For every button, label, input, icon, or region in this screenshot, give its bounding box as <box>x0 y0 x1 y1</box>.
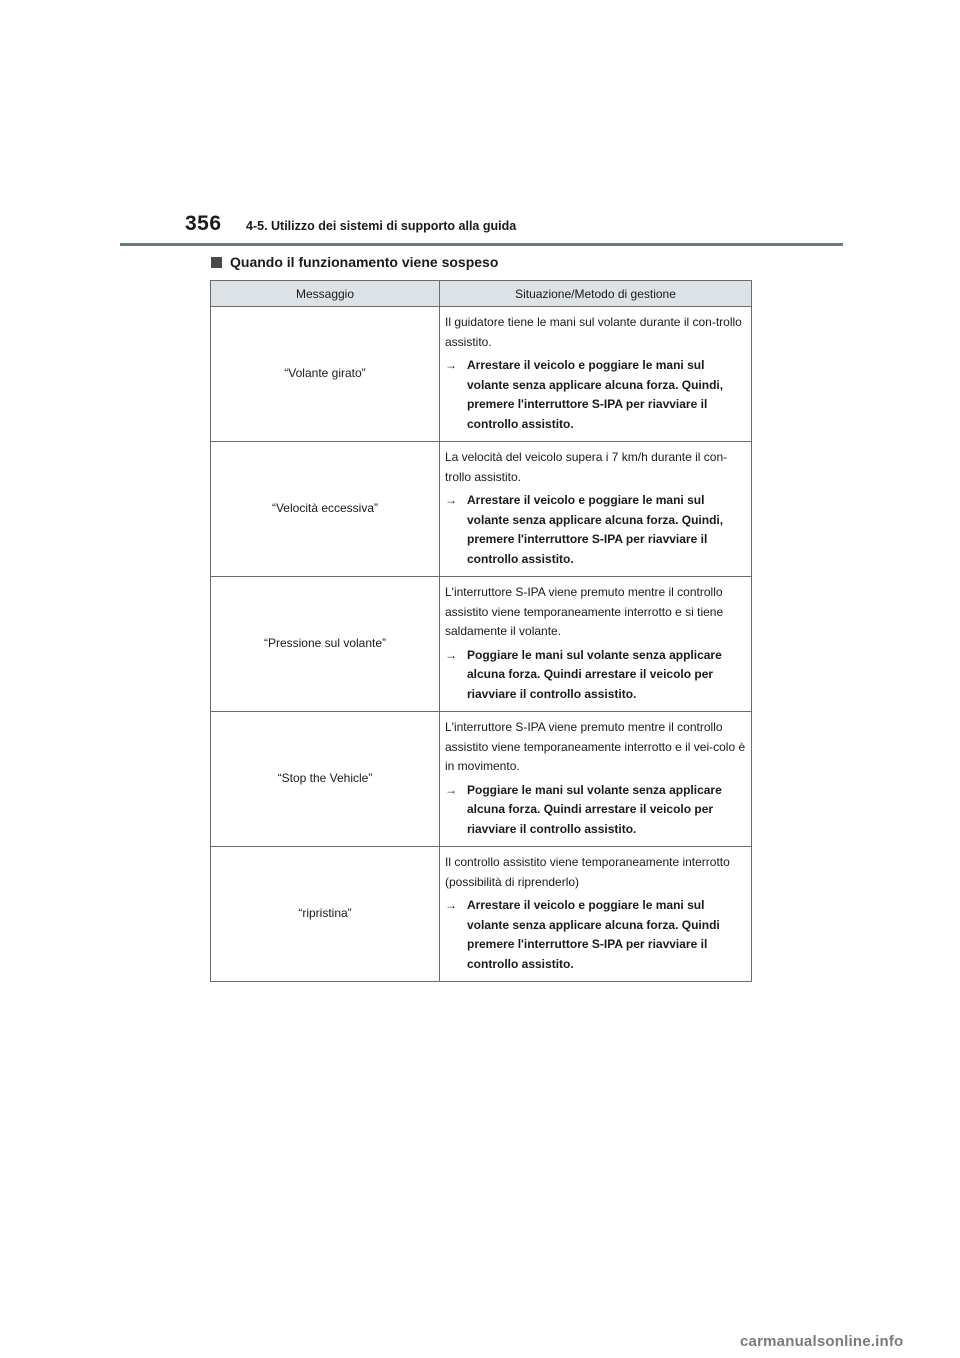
situation-cell <box>440 847 752 982</box>
action-text: Arrestare il veicolo e poggiare le mani sul volante senza applicare alcuna forza. Quindi, premere l'interruttore S-IPA per riavviare il controllo assistito. <box>467 358 724 431</box>
page-number: 356 <box>185 212 222 235</box>
arrow-right-icon: → <box>445 358 457 372</box>
action-item <box>445 896 746 974</box>
message-cell: “Pressione sul volante” <box>211 577 440 712</box>
situation-cell <box>440 577 752 712</box>
message-cell: “Stop the Vehicle” <box>211 712 440 847</box>
condition-text: L'interruttore S-IPA viene premuto mentre il controllo assistito viene temporaneamente interrotto e il vei-colo è in movimento. <box>445 720 746 773</box>
action-text: Poggiare le mani sul volante senza applicare alcuna forza. Quindi arrestare il veicolo per riavviare il controllo assistito. <box>467 782 722 836</box>
situation-cell <box>440 712 752 847</box>
table-row <box>211 577 752 712</box>
section-heading-text: Quando il funzionamento viene sospeso <box>230 254 499 270</box>
column-header-situation: Situazione/Metodo di gestione <box>440 281 752 307</box>
action-text: Poggiare le mani sul volante senza applicare alcuna forza. Quindi arrestare il veicolo per riavviare il controllo assistito. <box>467 647 722 701</box>
watermark: carmanualsonline.info <box>740 1333 904 1350</box>
message-cell: “Velocità eccessiva” <box>211 442 440 577</box>
message-table <box>210 280 752 982</box>
condition-text: L'interruttore S-IPA viene premuto mentre il controllo assistito viene temporaneamente interrotto e si tiene saldamente il volante. <box>445 585 724 638</box>
action-item <box>445 646 746 705</box>
arrow-right-icon: → <box>445 898 457 912</box>
table-row <box>211 712 752 847</box>
header-rule <box>120 243 843 246</box>
arrow-right-icon: → <box>445 493 457 507</box>
section-heading <box>211 254 498 270</box>
situation-cell <box>440 442 752 577</box>
table-row <box>211 847 752 982</box>
situation-cell <box>440 307 752 442</box>
action-text: Arrestare il veicolo e poggiare le mani sul volante senza applicare alcuna forza. Quindi, premere l'interruttore S-IPA per riavviare il controllo assistito. <box>467 493 724 566</box>
table-row <box>211 307 752 442</box>
action-item <box>445 781 746 840</box>
message-cell: “Volante girato” <box>211 307 440 442</box>
square-bullet-icon <box>211 257 222 268</box>
condition-text: Il guidatore tiene le mani sul volante durante il con-trollo assistito. <box>445 315 742 349</box>
message-cell: “ripristina” <box>211 847 440 982</box>
action-text: Arrestare il veicolo e poggiare le mani sul volante senza applicare alcuna forza. Quindi premere l'interruttore S-IPA per riavviare il controllo assistito. <box>467 898 720 971</box>
column-header-message: Messaggio <box>211 281 440 307</box>
condition-text: La velocità del veicolo supera i 7 km/h durante il con-trollo assistito. <box>445 450 728 484</box>
action-item <box>445 356 746 434</box>
arrow-right-icon: → <box>445 647 457 662</box>
action-item <box>445 491 746 569</box>
table-row <box>211 442 752 577</box>
table-header-row <box>211 281 752 307</box>
condition-text: Il controllo assistito viene temporaneamente interrotto (possibilità di riprenderlo) <box>445 855 730 889</box>
chapter-title: 4-5. Utilizzo dei sistemi di supporto alla guida <box>246 219 517 233</box>
arrow-right-icon: → <box>445 782 457 797</box>
